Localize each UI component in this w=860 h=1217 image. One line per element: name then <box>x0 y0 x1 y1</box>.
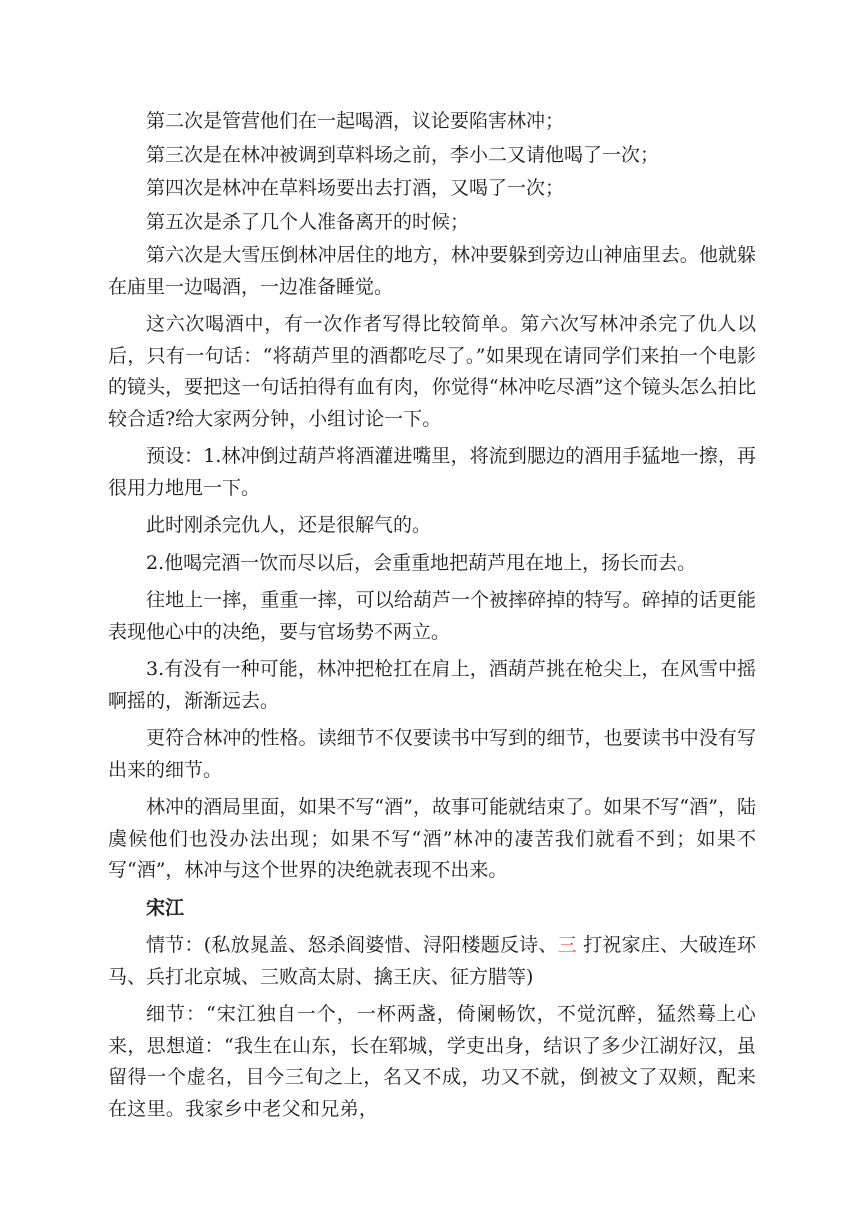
paragraph-preset-2-note: 往地上一摔，重重一摔，可以给葫芦一个被摔碎掉的特写。碎掉的话更能表现他心中的决绝，要与官场势不两立。 <box>108 589 756 643</box>
paragraph-film-shot-question: 这六次喝酒中，有一次作者写得比较简单。第六次写林冲杀完了仇人以后，只有一句话：“将葫芦里的酒都吃尽了。”如果现在请同学们来拍一个电影的镜头，要把这一句话拍得有血有肉，你觉得“林冲吃尽酒”这个镜头怎么拍比较合适?给大家两分钟，小组讨论一下。 <box>108 313 756 430</box>
paragraph-preset-3: 3.有没有一种可能，林冲把枪扛在肩上，酒葫芦挑在枪尖上，在风雪中摇啊摇的，渐渐远去。 <box>108 658 756 712</box>
plot-text-before: 情节：(私放晁盖、怒杀阎婆惜、浔阳楼题反诗、 <box>146 934 558 956</box>
paragraph-second-drink: 第二次是管营他们在一起喝酒，议论要陷害林冲； <box>146 110 565 132</box>
paragraph-sixth-drink: 第六次是大雪压倒林冲居住的地方，林冲要躲到旁边山神庙里去。他就躲在庙里一边喝酒，一边准备睡觉。 <box>108 244 756 298</box>
paragraph-plot <box>108 930 756 993</box>
document-body <box>108 106 756 1131</box>
paragraph-detail-quote: 细节：“宋江独自一个，一杯两盏，倚阑畅饮，不觉沉醉，猛然蓦上心来，思想道：“我生在山东，长在郓城，学吏出身，结识了多少江湖好汉，虽留得一个虚名，目今三旬之上，名又不成，功又不就，倒被文了双颊，配来在这里。我家乡中老父和兄弟， <box>108 1003 756 1120</box>
paragraph-preset-2: 2.他喝完酒一饮而尽以后，会重重地把葫芦甩在地上，扬长而去。 <box>146 551 697 574</box>
paragraph-preset-1-note: 此时刚杀完仇人，还是很解气的。 <box>146 514 432 536</box>
paragraph-wine-summary: 林冲的酒局里面，如果不写“酒”，故事可能就结束了。如果不写“酒”，陆虞候他们也没办法出现；如果不写“酒”林冲的凄苦我们就看不到；如果不写“酒”，林冲与这个世界的决绝就表现不出来。 <box>108 796 756 881</box>
paragraph-preset-3-note: 更符合林冲的性格。读细节不仅要读书中写到的细节，也要读书中没有写出来的细节。 <box>108 727 756 781</box>
paragraph-preset-1: 预设：1.林冲倒过葫芦将酒灌进嘴里，将流到腮边的酒用手猛地一擦，再很用力地甩一下。 <box>108 445 756 499</box>
section-heading-songjiang: 宋江 <box>146 896 185 919</box>
plot-text-after: 打祝家庄、大破连环马、兵打北京城、三败高太尉、擒王庆、征方腊等) <box>108 934 756 988</box>
paragraph-fifth-drink: 第五次是杀了几个人准备离开的时候； <box>146 210 470 233</box>
paragraph-third-drink: 第三次是在林冲被调到草料场之前，李小二又请他喝了一次； <box>146 143 660 166</box>
paragraph-fourth-drink: 第四次是林冲在草料场要出去打酒，又喝了一次； <box>146 177 565 199</box>
plot-highlight: 三 <box>557 934 577 956</box>
